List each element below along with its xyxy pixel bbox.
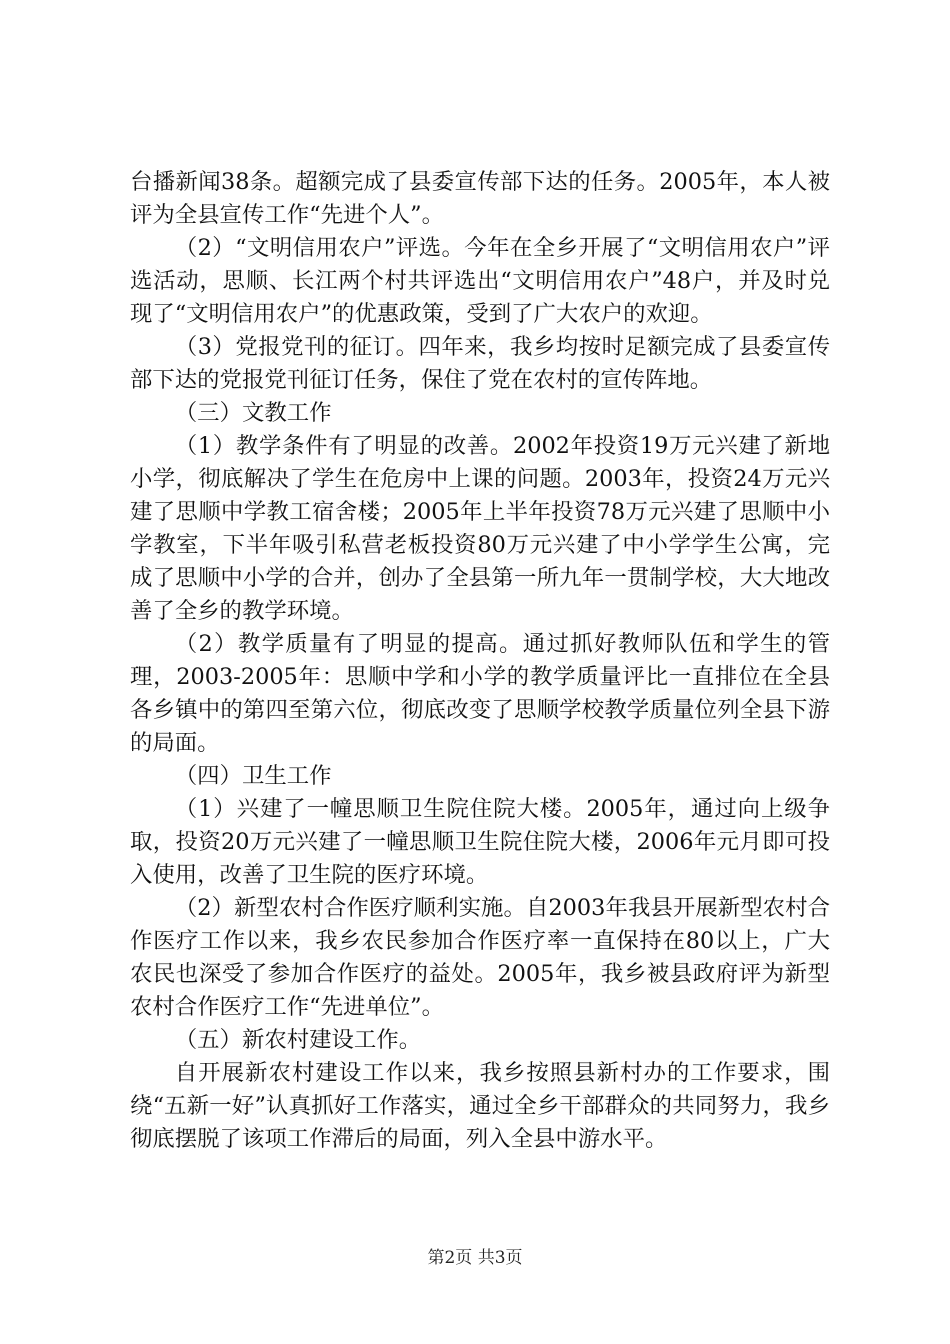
section-heading-culture-education: （三）文教工作	[174, 400, 332, 426]
paragraph-civilized-credit-farmers: （2）“文明信用农户”评选。今年在全乡开展了“文明信用农户”评选活动，思顺、长江两个村共评选出“文明信用农户”48户，并及时兑现了“文明信用农户”的优惠政策，受到了广大农户的欢迎。	[130, 235, 830, 327]
paragraph-continuation: 台播新闻38条。超额完成了县委宣传部下达的任务。2005年，本人被评为全县宣传工作“先进个人”。	[130, 169, 830, 228]
page-number-footer: 第2页 共3页	[427, 1248, 523, 1268]
document-body	[130, 166, 830, 1156]
paragraph-party-newspaper-subscription: （3）党报党刊的征订。四年来，我乡均按时足额完成了县委宣传部下达的党报党刊征订任务，保住了党在农村的宣传阵地。	[130, 334, 830, 393]
section-heading-health: （四）卫生工作	[174, 763, 332, 789]
paragraph-teaching-quality: （2）教学质量有了明显的提高。通过抓好教师队伍和学生的管理，2003-2005年：思顺中学和小学的教学质量评比一直排位在全县各乡镇中的第四至第六位，彻底改变了思顺学校教学质量位列全县下游的局面。	[130, 631, 830, 756]
section-heading-new-countryside: （五）新农村建设工作。	[174, 1027, 422, 1053]
paragraph-hospital-building: （1）兴建了一幢思顺卫生院住院大楼。2005年，通过向上级争取，投资20万元兴建了一幢思顺卫生院住院大楼，2006年元月即可投入使用，改善了卫生院的医疗环境。	[130, 796, 830, 888]
paragraph-cooperative-medical: （2）新型农村合作医疗顺利实施。自2003年我县开展新型农村合作医疗工作以来，我乡农民参加合作医疗率一直保持在80以上，广大农民也深受了参加合作医疗的益处。2005年，我乡被县政府评为新型农村合作医疗工作“先进单位”。	[130, 895, 830, 1020]
paragraph-teaching-conditions: （1）教学条件有了明显的改善。2002年投资19万元兴建了新地小学，彻底解决了学生在危房中上课的问题。2003年，投资24万元兴建了思顺中学教工宿舍楼；2005年上半年投资78万元兴建了思顺中小学教室，下半年吸引私营老板投资80万元兴建了中小学学生公寓，完成了思顺中小学的合并，创办了全县第一所九年一贯制学校，大大地改善了全乡的教学环境。	[130, 433, 830, 624]
paragraph-new-countryside: 自开展新农村建设工作以来，我乡按照县新村办的工作要求，围绕“五新一好”认真抓好工作落实，通过全乡干部群众的共同努力，我乡彻底摆脱了该项工作滞后的局面，列入全县中游水平。	[130, 1060, 830, 1152]
